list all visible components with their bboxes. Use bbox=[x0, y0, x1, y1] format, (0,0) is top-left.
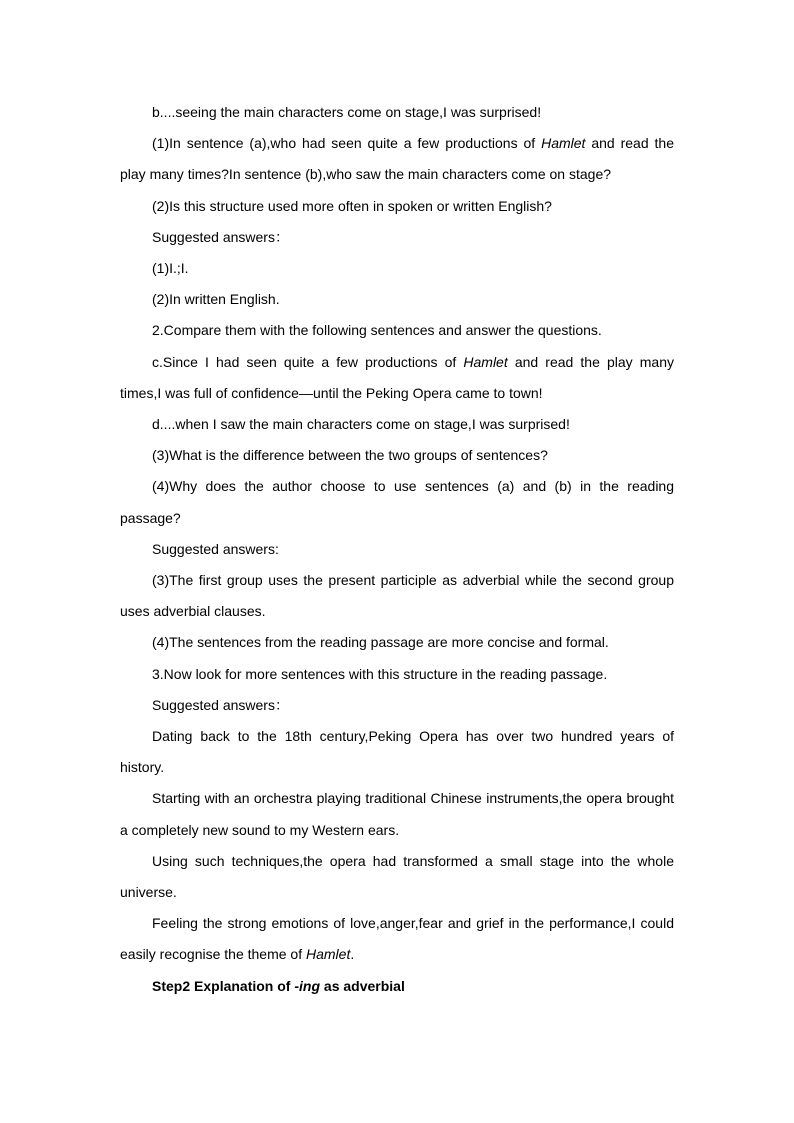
suggested-answers-label-3: Suggested answers： bbox=[152, 696, 289, 713]
question-2: (2)Is this structure used more often in spoken or written English? bbox=[152, 197, 552, 214]
example-sentence-d: d....when I saw the main characters come on stage,I was surprised! bbox=[152, 416, 570, 433]
sentence-4-text-b: . bbox=[350, 946, 355, 963]
heading-text-a: Step2 Explanation of bbox=[152, 977, 295, 994]
sentence-4-title-hamlet: Hamlet bbox=[306, 946, 351, 963]
section-heading-step2 bbox=[120, 971, 674, 1002]
question-3: (3)What is the difference between the two groups of sentences? bbox=[152, 447, 548, 464]
question-1-text-a: (1)In sentence (a),who had seen quite a few productions of bbox=[152, 135, 542, 152]
sentence-c-title-hamlet: Hamlet bbox=[463, 353, 508, 370]
suggested-answers-label-2: Suggested answers: bbox=[152, 540, 279, 557]
answer-1: (1)I.;I. bbox=[152, 260, 189, 277]
heading-text-b: as adverbial bbox=[320, 977, 405, 994]
example-sentence-c bbox=[120, 347, 674, 409]
question-1-text-b: and read the play many times?In sentence (b),who saw the main characters come on stage? bbox=[120, 135, 675, 183]
question-4: (4)Why does the author choose to use sentences (a) and (b) in the reading passage? bbox=[120, 478, 674, 526]
sentence-c-text-a: c.Since I had seen quite a few productions of bbox=[152, 353, 464, 370]
document-page bbox=[120, 97, 674, 1002]
answer-3: (3)The first group uses the present participle as adverbial while the second group uses adverbial clauses. bbox=[120, 572, 674, 620]
sentence-4-text-a: Feeling the strong emotions of love,anger,fear and grief in the performance,I could easily recognise the theme of bbox=[120, 915, 674, 963]
question-1-title-hamlet: Hamlet bbox=[541, 135, 586, 152]
example-sentence-b: b....seeing the main characters come on stage,I was surprised! bbox=[152, 104, 542, 120]
task-2: 2.Compare them with the following sentences and answer the questions. bbox=[152, 322, 602, 339]
passage-sentence-4 bbox=[120, 908, 674, 970]
heading-text-ing: -ing bbox=[294, 977, 321, 994]
sentence-c-text-b: and read the play many times,I was full of confidence—until the Peking Opera came to town! bbox=[120, 353, 674, 401]
passage-sentence-3: Using such techniques,the opera had transformed a small stage into the whole universe. bbox=[120, 852, 674, 901]
passage-sentence-1: Dating back to the 18th century,Peking Opera has over two hundred years of history. bbox=[120, 728, 674, 776]
suggested-answers-label-1: Suggested answers： bbox=[152, 228, 289, 245]
answer-2: (2)In written English. bbox=[152, 291, 280, 308]
passage-sentence-2: Starting with an orchestra playing traditional Chinese instruments,the opera brought a completely new sound to my Western ears. bbox=[120, 790, 674, 838]
question-1 bbox=[120, 128, 674, 190]
task-3: 3.Now look for more sentences with this structure in the reading passage. bbox=[152, 665, 608, 682]
answer-4: (4)The sentences from the reading passage are more concise and formal. bbox=[152, 634, 609, 651]
